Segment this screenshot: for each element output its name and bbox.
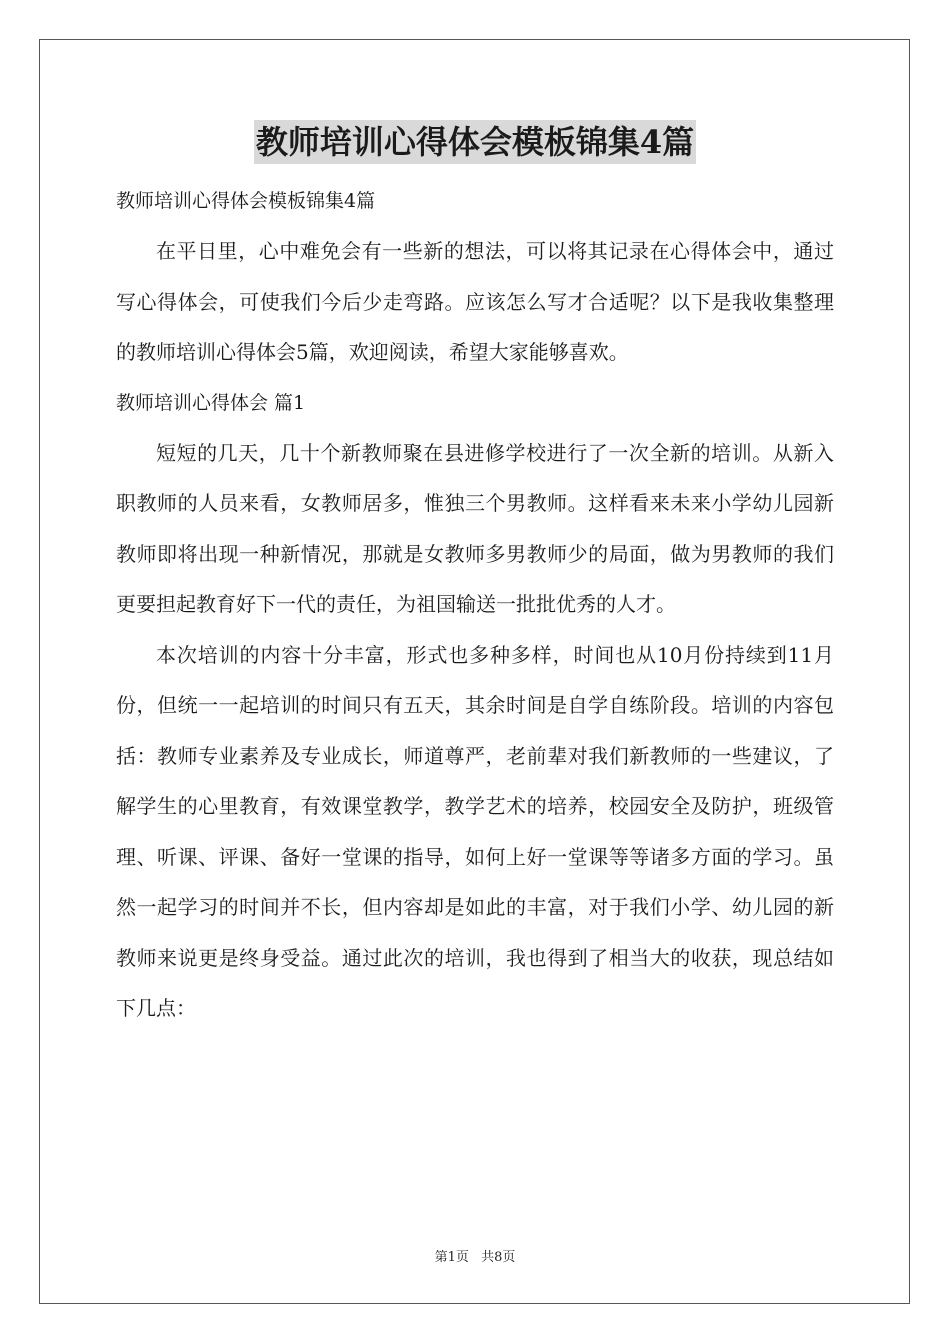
section-1-paragraph-1: 短短的几天，几十个新教师聚在县进修学校进行了一次全新的培训。从新入职教师的人员来看，女教师居多，惟独三个男教师。这样看来未来小学幼儿园新教师即将出现一种新情况，那就是女教师多男教师少的局面，做为男教师的我们更要担起教育好下一代的责任，为祖国输送一批批优秀的人才。	[116, 440, 834, 616]
page-count: 共8页	[481, 1250, 516, 1265]
document-title: 教师培训心得体会模板锦集4篇	[254, 120, 696, 164]
page-footer	[0, 1246, 950, 1265]
document-subtitle: 教师培训心得体会模板锦集4篇	[116, 190, 376, 212]
title-container	[116, 120, 834, 176]
page-number: 第1页	[434, 1250, 469, 1265]
section-1-paragraph-2: 本次培训的内容十分丰富，形式也多种多样，时间也从10月份持续到11月份，但统一一起培训的时间只有五天，其余时间是自学自练阶段。培训的内容包括：教师专业素养及专业成长，师道尊严，老前辈对我们新教师的一些建议，了解学生的心里教育，有效课堂教学，教学艺术的培养，校园安全及防护，班级管理、听课、评课、备好一堂课的指导，如何上好一堂课等等诸多方面的学习。虽然一起学习的时间并不长，但内容却是如此的丰富，对于我们小学、幼儿园的新教师来说更是终身受益。通过此次的培训，我也得到了相当大的收获，现总结如下几点：	[116, 642, 834, 1020]
intro-paragraph: 在平日里，心中难免会有一些新的想法，可以将其记录在心得体会中，通过写心得体会，可使我们今后少走弯路。应该怎么写才合适呢？以下是我收集整理的教师培训心得体会5篇，欢迎阅读，希望大家能够喜欢。	[116, 239, 834, 364]
section-1-heading: 教师培训心得体会 篇1	[116, 391, 306, 414]
document-body	[116, 120, 834, 1034]
